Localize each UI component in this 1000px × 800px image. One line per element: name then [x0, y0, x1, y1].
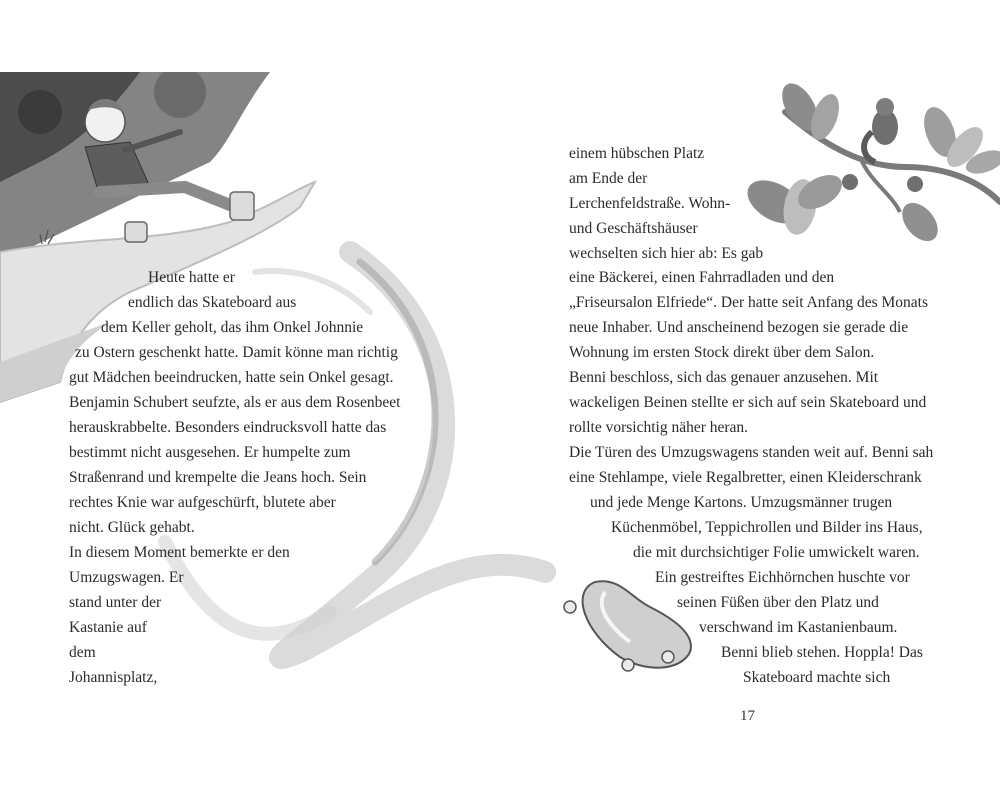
text-line: eine Bäckerei, einen Fahrradladen und den: [569, 269, 835, 286]
text-line: dem Keller geholt, das ihm Onkel Johnnie: [101, 319, 364, 336]
text-line: Küchenmöbel, Teppichrollen und Bilder ins Haus,: [611, 519, 923, 536]
text-line: Benjamin Schubert seufzte, als er aus dem Rosenbeet: [69, 394, 401, 411]
text-line: einem hübschen Platz: [569, 145, 705, 162]
text-line: nicht. Glück gehabt.: [69, 519, 195, 536]
text-line: endlich das Skateboard aus: [128, 294, 297, 311]
text-line: „Friseursalon Elfriede“. Der hatte seit Anfang des Monats: [569, 294, 928, 311]
text-line: stand unter der: [69, 594, 162, 611]
text-line: zu Ostern geschenkt hatte. Damit könne man richtig: [75, 344, 398, 361]
text-line: Lerchenfeldstraße. Wohn-: [569, 195, 731, 212]
skateboard-illustration: [564, 581, 691, 671]
text-line: Umzugswagen. Er: [69, 569, 184, 586]
text-line: Heute hatte er: [148, 269, 235, 286]
text-line: eine Stehlampe, viele Regalbretter, einen Kleiderschrank: [569, 469, 922, 486]
text-line: seinen Füßen über den Platz und: [677, 594, 879, 611]
text-line: herauskrabbelte. Besonders eindrucksvoll hatte das: [69, 419, 387, 436]
text-line: wackeligen Beinen stellte er sich auf sein Skateboard und: [569, 394, 927, 411]
text-line: In diesem Moment bemerkte er den: [69, 544, 290, 561]
text-line: und Geschäftshäuser: [569, 220, 698, 237]
text-line: rollte vorsichtig näher heran.: [569, 419, 749, 436]
text-line: Johannisplatz,: [69, 669, 158, 686]
page-number: 17: [740, 708, 755, 724]
text-line: verschwand im Kastanienbaum.: [699, 619, 898, 636]
book-spread: [0, 72, 1000, 732]
text-line: Straßenrand und krempelte die Jeans hoch. Sein: [69, 469, 367, 486]
text-line: Skateboard machte sich: [743, 669, 891, 686]
text-line: die mit durchsichtiger Folie umwickelt waren.: [633, 544, 920, 561]
text-line: rechtes Knie war aufgeschürft, blutete aber: [69, 494, 336, 511]
text-line: Kastanie auf: [69, 619, 147, 636]
text-line: gut Mädchen beeindrucken, hatte sein Onkel gesagt.: [69, 369, 394, 386]
squirrel-branch-illustration: [740, 77, 1000, 247]
text-line: Ein gestreiftes Eichhörnchen huschte vor: [655, 569, 910, 586]
text-line: Wohnung im ersten Stock direkt über dem Salon.: [569, 344, 875, 361]
text-line: bestimmt nicht ausgesehen. Er humpelte zum: [69, 444, 351, 461]
text-line: und jede Menge Kartons. Umzugsmänner trugen: [590, 494, 893, 511]
text-line: Benni blieb stehen. Hoppla! Das: [721, 644, 923, 661]
text-line: am Ende der: [569, 170, 648, 187]
text-line: Benni beschloss, sich das genauer anzusehen. Mit: [569, 369, 879, 386]
text-line: wechselten sich hier ab: Es gab: [569, 245, 764, 262]
text-line: dem: [69, 644, 96, 661]
text-line: neue Inhaber. Und anscheinend bezogen sie gerade die: [569, 319, 909, 336]
text-line: Die Türen des Umzugswagens standen weit auf. Benni sah: [569, 444, 934, 461]
